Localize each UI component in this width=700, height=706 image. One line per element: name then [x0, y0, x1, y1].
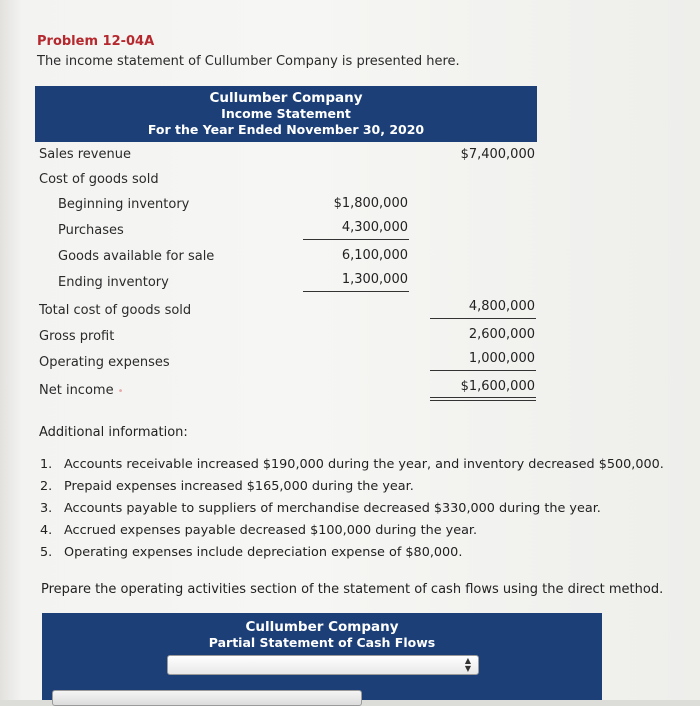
- sales-revenue-value: $7,400,000: [460, 147, 535, 162]
- operating-expenses-value: 1,000,000: [468, 351, 535, 366]
- goods-available-value: 6,100,000: [341, 248, 408, 263]
- purchases-underline: [303, 239, 409, 240]
- cf-company-name: Cullumber Company: [245, 619, 399, 635]
- total-cogs-label: Total cost of goods sold: [39, 303, 192, 318]
- list-item: 4. Accrued expenses payable decreased $100,000 during the year.: [40, 523, 478, 538]
- net-income-double-underline-1: [430, 397, 536, 398]
- ending-inventory-label: Ending inventory: [58, 275, 169, 290]
- total-cogs-value: 4,800,000: [468, 299, 535, 314]
- list-item: 5. Operating expenses include depreciation expense of $80,000.: [40, 545, 463, 560]
- statement-period: For the Year Ended November 30, 2020: [147, 122, 425, 137]
- operating-expenses-underline: [430, 370, 536, 371]
- cogs-label: Cost of goods sold: [39, 172, 159, 187]
- instruction-text: Prepare the operating activities section of the statement of cash flows using the direct method.: [41, 582, 664, 597]
- updown-chevron-icon: ▲ ▼: [464, 656, 472, 673]
- beginning-inventory-value: $1,800,000: [333, 196, 408, 211]
- gross-profit-label: Gross profit: [39, 329, 115, 344]
- gross-profit-value: 2,600,000: [468, 327, 535, 342]
- total-cogs-underline: [430, 318, 536, 319]
- goods-available-label: Goods available for sale: [58, 249, 215, 264]
- operating-expenses-label: Operating expenses: [39, 355, 170, 370]
- sales-revenue-label: Sales revenue: [39, 147, 131, 162]
- purchases-label: Purchases: [58, 223, 124, 238]
- cf-statement-name: Partial Statement of Cash Flows: [208, 635, 436, 650]
- income-statement-header: [35, 86, 537, 142]
- additional-info-list: [40, 454, 664, 564]
- beginning-inventory-label: Beginning inventory: [58, 197, 190, 212]
- list-item: 1. Accounts receivable increased $190,000 during the year, and inventory decreased $500,000.: [40, 457, 664, 472]
- purchases-value: 4,300,000: [341, 220, 408, 235]
- additional-info-heading: Additional information:: [39, 425, 188, 440]
- line-item-dropdown[interactable]: [52, 690, 362, 706]
- list-item: 3. Accounts payable to suppliers of merchandise decreased $330,000 during the year.: [40, 501, 601, 516]
- ending-inventory-value: 1,300,000: [341, 272, 408, 287]
- dot-marker-icon: •: [117, 386, 124, 397]
- list-item: 2. Prepaid expenses increased $165,000 during the year.: [40, 479, 414, 494]
- company-name: Cullumber Company: [209, 90, 363, 106]
- net-income-double-underline-2: [430, 400, 536, 401]
- problem-title: Problem 12-04A: [37, 34, 155, 49]
- ending-inventory-underline: [303, 291, 409, 292]
- net-income-label: Net income: [39, 383, 114, 398]
- net-income-value: $1,600,000: [460, 379, 535, 394]
- net-income-row-label: [39, 383, 123, 398]
- cash-flows-dropdown[interactable]: [167, 655, 479, 675]
- statement-name: Income Statement: [221, 106, 351, 121]
- problem-intro: The income statement of Cullumber Company is presented here.: [37, 54, 460, 69]
